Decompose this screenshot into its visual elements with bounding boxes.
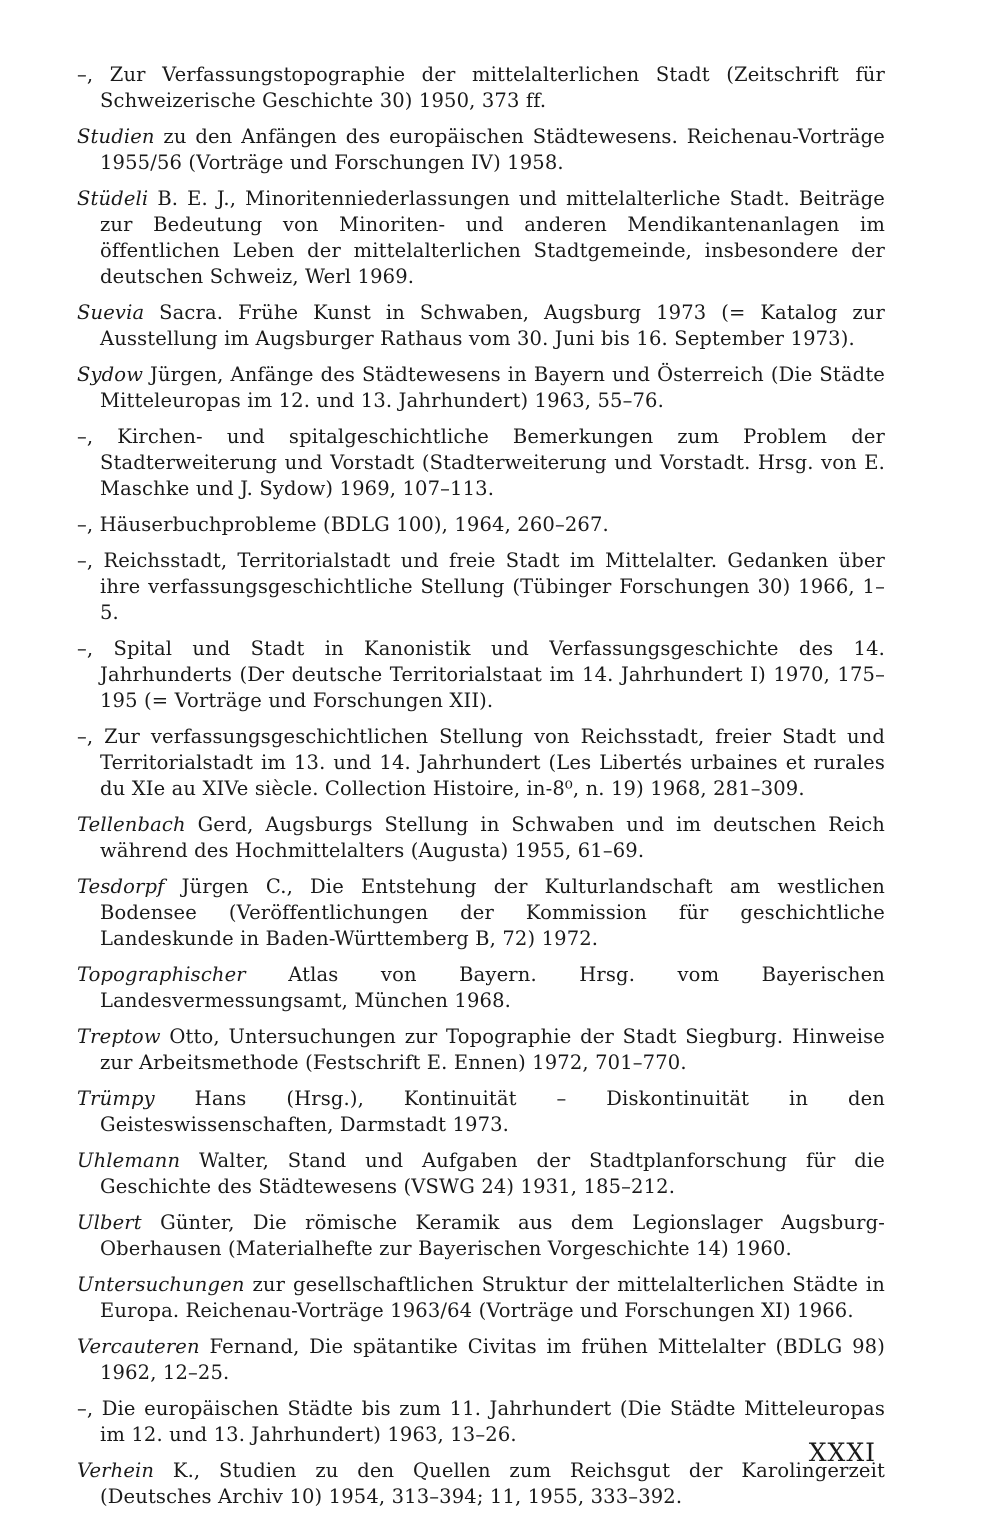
entry-text: –, Häuserbuchprobleme (BDLG 100), 1964, 260–267.: [77, 513, 609, 536]
entry-text: Hans (Hrsg.), Kontinuität – Diskontinuität in den Geisteswissenschaften, Darmstadt 1973.: [100, 1087, 885, 1136]
bibliography-entry: [77, 1396, 885, 1448]
entry-text: Sacra. Frühe Kunst in Schwaben, Augsburg 1973 (= Katalog zur Ausstellung im Augsburger Rathaus vom 30. Juni bis 16. September 1973).: [100, 301, 885, 350]
entry-author: Tesdorpf: [77, 875, 165, 898]
page-number: XXXI: [808, 1438, 876, 1467]
entry-author: Tellenbach: [77, 813, 186, 836]
entry-text: B. E. J., Minoritenniederlassungen und mittelalterliche Stadt. Beiträge zur Bedeutung von Minoriten- und anderen Mendikantenanlagen im öffentlichen Leben der mittelalterlichen Stadtgemeinde, insbesondere der deutschen Schweiz, Werl 1969.: [100, 187, 885, 288]
entry-text: –, Zur Verfassungstopographie der mittelalterlichen Stadt (Zeitschrift für Schweizerische Geschichte 30) 1950, 373 ff.: [77, 63, 885, 112]
entry-author: Verhein: [77, 1459, 155, 1482]
entry-author: Stüdeli: [77, 187, 149, 210]
entry-text: zu den Anfängen des europäischen Städtewesens. Reichenau-Vorträge 1955/56 (Vorträge und Forschungen IV) 1958.: [100, 125, 885, 174]
bibliography-entry: [77, 1458, 885, 1510]
entry-author: Studien: [77, 125, 155, 148]
entry-author: Sydow: [77, 363, 144, 386]
bibliography-entry: [77, 186, 885, 290]
bibliography-entry: [77, 1148, 885, 1200]
bibliography-entry: [77, 300, 885, 352]
entry-text: zur gesellschaftlichen Struktur der mittelalterlichen Städte in Europa. Reichenau-Vorträge 1963/64 (Vorträge und Forschungen XI) 1966.: [100, 1273, 885, 1322]
entry-text: Jürgen, Anfänge des Städtewesens in Bayern und Österreich (Die Städte Mitteleuropas im 12. und 13. Jahrhundert) 1963, 55–76.: [100, 363, 885, 412]
entry-author: Uhlemann: [77, 1149, 181, 1172]
bibliography-entry: [77, 1086, 885, 1138]
entry-text: –, Die europäischen Städte bis zum 11. Jahrhundert (Die Städte Mitteleuropas im 12. und 13. Jahrhundert) 1963, 13–26.: [77, 1397, 885, 1446]
bibliography-entry: [77, 812, 885, 864]
bibliography-entry: [77, 1210, 885, 1262]
bibliography-entry: [77, 636, 885, 714]
entry-text: –, Reichsstadt, Territorialstadt und freie Stadt im Mittelalter. Gedanken über ihre verfassungsgeschichtliche Stellung (Tübinger Forschungen 30) 1966, 1–5.: [77, 549, 885, 624]
bibliography-entry: [77, 362, 885, 414]
entry-text: Gerd, Augsburgs Stellung in Schwaben und im deutschen Reich während des Hochmittelalters (Augusta) 1955, 61–69.: [100, 813, 885, 862]
bibliography-entry: [77, 874, 885, 952]
entry-text: –, Spital und Stadt in Kanonistik und Verfassungsgeschichte des 14. Jahrhunderts (Der deutsche Territorialstaat im 14. Jahrhundert I) 1970, 175–195 (= Vorträge und Forschungen XII).: [77, 637, 885, 712]
entry-text: –, Zur verfassungsgeschichtlichen Stellung von Reichsstadt, freier Stadt und Territorialstadt im 13. und 14. Jahrhundert (Les Libertés urbaines et rurales du XIe au XIVe siècle. Collection Histoire, in-8⁰, n. 19) 1968, 281–309.: [77, 725, 885, 800]
bibliography-entry: [77, 424, 885, 502]
entry-text: K., Studien zu den Quellen zum Reichsgut der Karolingerzeit (Deutsches Archiv 10) 1954, 313–394; 11, 1955, 333–392.: [100, 1459, 885, 1508]
entry-author: Topographischer: [77, 963, 246, 986]
entry-text: –, Kirchen- und spitalgeschichtliche Bemerkungen zum Problem der Stadterweiterung und Vorstadt (Stadterweiterung und Vorstadt. Hrsg. von E. Maschke und J. Sydow) 1969, 107–113.: [77, 425, 885, 500]
bibliography-entry: [77, 1334, 885, 1386]
entry-text: Otto, Untersuchungen zur Topographie der Stadt Siegburg. Hinweise zur Arbeitsmethode (Festschrift E. Ennen) 1972, 701–770.: [100, 1025, 885, 1074]
bibliography-entry: [77, 512, 885, 538]
bibliography-entry: [77, 962, 885, 1014]
entry-author: Suevia: [77, 301, 145, 324]
entry-author: Treptow: [77, 1025, 161, 1048]
bibliography-entry: [77, 124, 885, 176]
bibliography-entry: [77, 1272, 885, 1324]
entry-text: Walter, Stand und Aufgaben der Stadtplanforschung für die Geschichte des Städtewesens (VSWG 24) 1931, 185–212.: [100, 1149, 885, 1198]
entry-author: Ulbert: [77, 1211, 142, 1234]
bibliography: [77, 62, 885, 1520]
entry-text: Günter, Die römische Keramik aus dem Legionslager Augsburg-Oberhausen (Materialhefte zur Bayerischen Vorgeschichte 14) 1960.: [100, 1211, 885, 1260]
entry-author: Trümpy: [77, 1087, 155, 1110]
entry-text: Atlas von Bayern. Hrsg. vom Bayerischen Landesvermessungsamt, München 1968.: [100, 963, 885, 1012]
entry-text: Jürgen C., Die Entstehung der Kulturlandschaft am westlichen Bodensee (Veröffentlichungen der Kommission für geschichtliche Landeskunde in Baden-Württemberg B, 72) 1972.: [100, 875, 885, 950]
entry-text: Fernand, Die spätantike Civitas im frühen Mittelalter (BDLG 98) 1962, 12–25.: [100, 1335, 885, 1384]
entry-author: Vercauteren: [77, 1335, 200, 1358]
bibliography-entry: [77, 1024, 885, 1076]
entry-author: Untersuchungen: [77, 1273, 245, 1296]
bibliography-entry: [77, 724, 885, 802]
bibliography-entry: [77, 548, 885, 626]
bibliography-entry: [77, 62, 885, 114]
